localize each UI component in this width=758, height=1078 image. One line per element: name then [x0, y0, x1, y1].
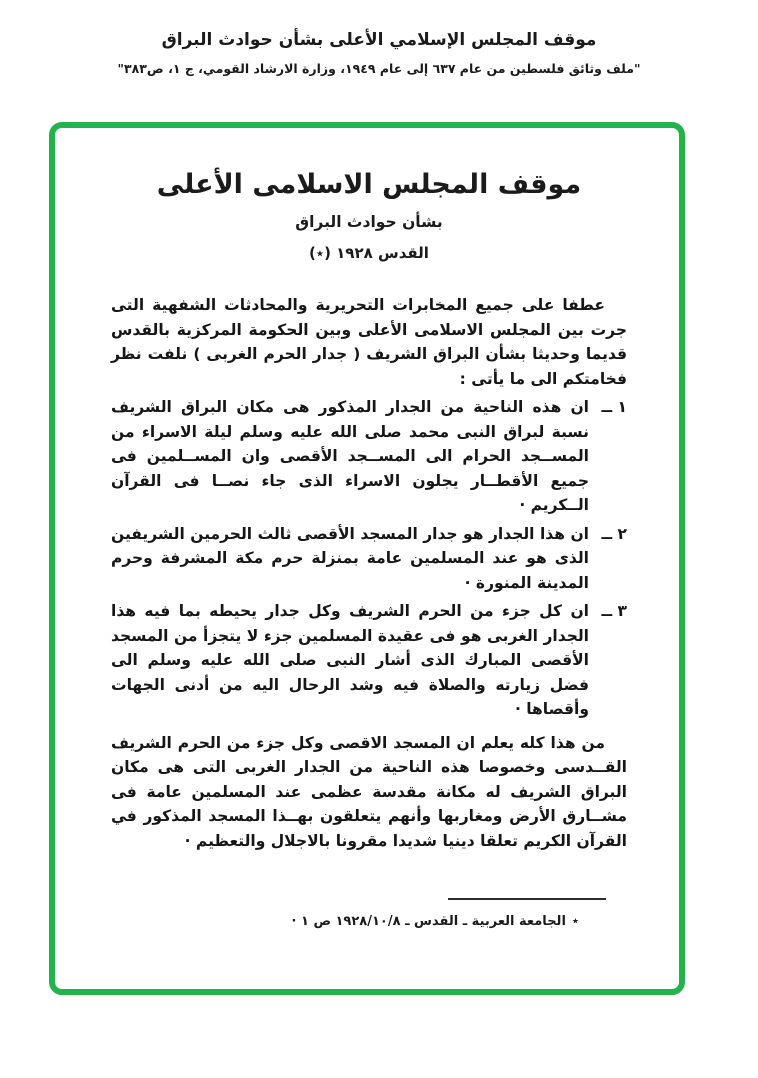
- numbered-point-2: [111, 522, 627, 596]
- document-place-year: القدس ١٩٢٨ (٭): [309, 244, 429, 262]
- footnote-separator-line: [448, 898, 606, 900]
- page-header: [0, 30, 758, 76]
- document-subtitle: بشأن حوادث البراق: [295, 213, 443, 231]
- point-number: ١ ــ: [601, 398, 627, 416]
- point-text: ان هذه الناحية من الجدار المذكور هى مكان البراق الشريف نسبة لبراق النبى محمد صلى الله عليه وسلم ليلة الاسراء من المســجد الحرام الى المســجد الأقصى وان المســلمين فى جميع الأقطــار يجلون الاسراء الذى جاء نصــا فى القرآن الــكريم ·: [111, 398, 589, 514]
- point-text: ان كل جزء من الحرم الشريف وكل جدار يحيطه بما فيه هذا الجدار الغربى هو فى عقيدة المسلمين جزء لا يتجزأ من المسجد الأقصى المبارك الذى أشار النبى صلى الله عليه وسلم الى فضل زيارته والصلاة فيه وشد الرحال اليه من أدنى الجهات وأقصاها ·: [111, 602, 589, 718]
- page-header-source: "ملف وثائق فلسطين من عام ٦٣٧ إلى عام ١٩٤٩، وزارة الارشاد القومي، ج ١، ص٣٨٣": [117, 61, 641, 76]
- point-number: ٣ ــ: [601, 602, 627, 620]
- footnote: [276, 898, 606, 931]
- point-number: ٢ ــ: [601, 524, 627, 543]
- numbered-point-3: [111, 599, 627, 722]
- point-text: ان هذا الجدار هو جدار المسجد الأقصى ثالث الحرمين الشريفين الذى هو عند المسلمين عامة بمنزلة حرم مكة المشرفة وحرم المدينة المنورة ·: [111, 524, 589, 592]
- page-header-title: موقف المجلس الإسلامي الأعلى بشأن حوادث البراق: [161, 30, 597, 50]
- closing-paragraph: من هذا كله يعلم ان المسجد الاقصى وكل جزء من الحرم الشريف القــدسى وخصوصا هذه الناحية من الجدار الغربى التى هى مكان البراق الشريف له مكانة مقدسة عظمى عند المسلمين عامة فى مشــارق الأرض ومغاربها وأنهم يتعلقون بهــذا المسجد المذكور في القرآن الكريم تعلقا دينيا شديدا مقرونا بالاجلال والتعظيم ·: [111, 733, 627, 850]
- document-title: موقف المجلس الاسلامى الأعلى: [156, 169, 582, 200]
- footnote-text: الجامعة العربية ـ القدس ـ ١٩٢٨/١٠/٨ ص ١ ·: [291, 914, 566, 929]
- footnote-marker: ٭: [571, 914, 579, 929]
- numbered-point-1: [111, 395, 627, 518]
- footnote-line: [276, 913, 579, 931]
- document-content: [55, 128, 679, 853]
- intro-paragraph: عطفا على جميع المخابرات التحريرية والمحادثات الشفهية التى جرت بين المجلس الاسلامى الأعلى وبين الحكومة المركزية بالقدس قديما وحديثا بشأن البراق الشريف ( جدار الحرم الغربى ) نلفت نظر فخامتكم الى ما يأتى :: [111, 296, 627, 388]
- document-frame: [49, 122, 685, 995]
